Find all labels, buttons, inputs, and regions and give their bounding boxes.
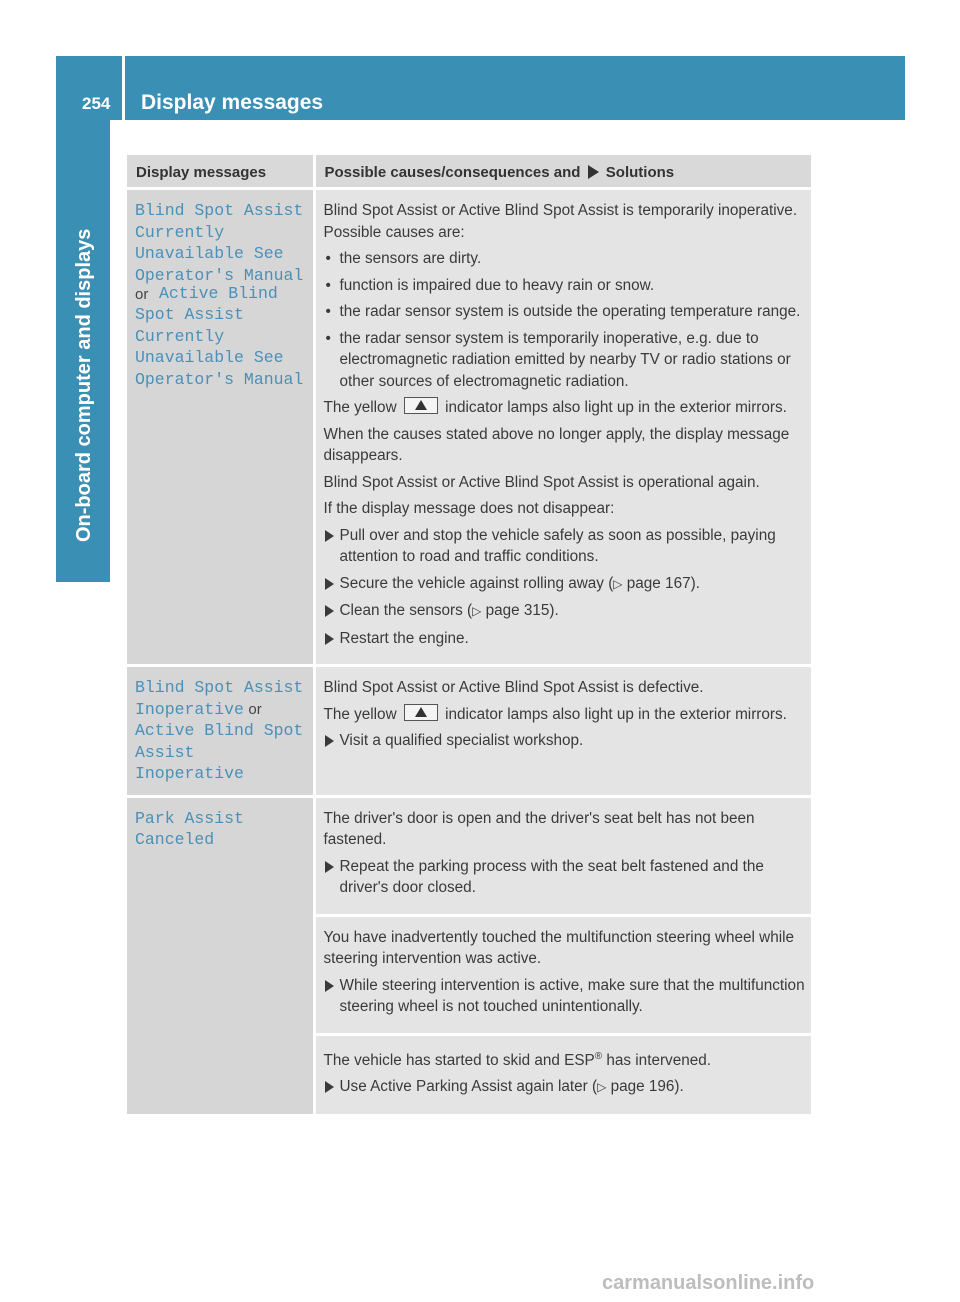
causes-text: When the causes stated above no longer apply, the display message disappears. bbox=[323, 425, 790, 464]
indicator-text-a: The yellow bbox=[323, 705, 397, 723]
solution-step: Visit a qualified specialist workshop. bbox=[324, 730, 806, 752]
indicator-text-b: indicator lamps also light up in the exterior mirrors. bbox=[445, 705, 787, 723]
page-number-box bbox=[56, 56, 125, 120]
solution-step bbox=[324, 1076, 806, 1099]
page-title: Display messages bbox=[141, 91, 324, 114]
registered-mark: ® bbox=[594, 1050, 603, 1062]
display-message-text: Park Assist Canceled bbox=[135, 808, 244, 849]
page-pointer-icon: ▷ bbox=[613, 576, 623, 591]
step-text: Secure the vehicle against rolling away ( bbox=[339, 574, 614, 592]
message-cell-bsa-inoperative bbox=[127, 666, 314, 797]
page-ref: page 196). bbox=[610, 1078, 684, 1096]
indicator-text-a: The yellow bbox=[323, 399, 397, 416]
table-row bbox=[127, 189, 811, 666]
esp-text-a: The vehicle has started to skid and ESP bbox=[323, 1051, 595, 1069]
step-text: Use Active Parking Assist again later ( bbox=[339, 1078, 598, 1096]
solution-step: Restart the engine. bbox=[324, 628, 806, 650]
defect-text: Blind Spot Assist or Active Blind Spot Assist is defective. bbox=[323, 679, 704, 696]
col-header-display-messages: Display messages bbox=[127, 155, 314, 189]
page-ref: page 315). bbox=[485, 602, 559, 619]
warning-triangle-icon bbox=[404, 397, 438, 414]
warning-triangle-icon bbox=[404, 704, 438, 721]
page-pointer-icon: ▷ bbox=[597, 1080, 607, 1095]
solution-cell bbox=[314, 796, 811, 915]
watermark: carmanualsonline.info bbox=[602, 1272, 815, 1294]
cause-text: The driver's door is open and the driver's seat belt has not been fastened. bbox=[323, 809, 755, 848]
display-messages-table bbox=[127, 155, 811, 1117]
solution-cell bbox=[314, 1034, 811, 1115]
or-connector: or bbox=[248, 700, 262, 718]
solution-step bbox=[324, 573, 806, 596]
esp-text-b: has intervened. bbox=[606, 1051, 711, 1069]
solution-step: Pull over and stop the vehicle safely as soon as possible, paying attention to road and traffic conditions. bbox=[324, 525, 806, 568]
solution-cell bbox=[314, 915, 811, 1034]
indicator-text-b: indicator lamps also light up in the exterior mirrors. bbox=[445, 399, 787, 416]
indicator-text bbox=[324, 704, 806, 726]
solution-step: While steering intervention is active, make sure that the multifunction steering wheel is not touched unintentionally. bbox=[324, 975, 806, 1018]
cause-bullet: • the radar sensor system is temporarily inoperative, e.g. due to electromagnetic radiation emitted by nearby TV or radio stations or other sources of electromagnetic radiation. bbox=[324, 328, 806, 393]
solution-step bbox=[324, 600, 806, 623]
col-header-causes-text: Possible causes/consequences and bbox=[324, 163, 581, 181]
solution-cell bbox=[314, 666, 811, 797]
display-message-text: Blind Spot Assist Currently Unavailable See Operator's Manual bbox=[135, 201, 304, 285]
cause-bullet: • function is impaired due to heavy rain or snow. bbox=[324, 275, 806, 297]
indicator-text bbox=[324, 397, 806, 419]
side-section-label: On-board computer and displays bbox=[73, 228, 95, 542]
cause-bullet: • the radar sensor system is outside the operating temperature range. bbox=[324, 301, 806, 323]
message-cell-park-assist bbox=[127, 796, 314, 1115]
page-header-bar bbox=[56, 56, 905, 120]
cause-text bbox=[324, 1046, 806, 1072]
solution-arrow-icon bbox=[588, 165, 599, 179]
display-message-text: Blind Spot Assist Inoperative bbox=[135, 678, 304, 719]
table-row bbox=[127, 796, 811, 915]
col-header-causes-solutions bbox=[314, 155, 811, 189]
page-number: 254 bbox=[82, 94, 111, 113]
step-text: Clean the sensors ( bbox=[339, 602, 473, 619]
table-header-row bbox=[127, 155, 811, 189]
table-row bbox=[127, 666, 811, 797]
solution-cell bbox=[314, 189, 811, 666]
col-header-solutions-text: Solutions bbox=[605, 163, 675, 181]
display-message-text: Active Blind Spot Assist Currently Unavailable See Operator's Manual bbox=[135, 283, 304, 389]
solution-step: Repeat the parking process with the seat belt fastened and the driver's door closed. bbox=[324, 856, 806, 899]
message-cell-bsa-unavailable bbox=[127, 189, 314, 666]
page-ref: page 167). bbox=[626, 574, 700, 592]
intro-text: Blind Spot Assist or Active Blind Spot Assist is temporarily inoperative. Possible causes are: bbox=[323, 202, 798, 241]
display-message-text: Active Blind Spot Assist Inoperative bbox=[135, 721, 304, 783]
cause-bullet: • the sensors are dirty. bbox=[324, 248, 806, 270]
page-pointer-icon: ▷ bbox=[472, 604, 482, 618]
not-disappear-text: If the display message does not disappear: bbox=[323, 500, 615, 517]
cause-text: You have inadvertently touched the multifunction steering wheel while steering intervention was active. bbox=[323, 928, 795, 967]
or-connector: or bbox=[135, 286, 149, 303]
operational-text: Blind Spot Assist or Active Blind Spot Assist is operational again. bbox=[323, 473, 760, 491]
display-message-group bbox=[135, 677, 307, 720]
